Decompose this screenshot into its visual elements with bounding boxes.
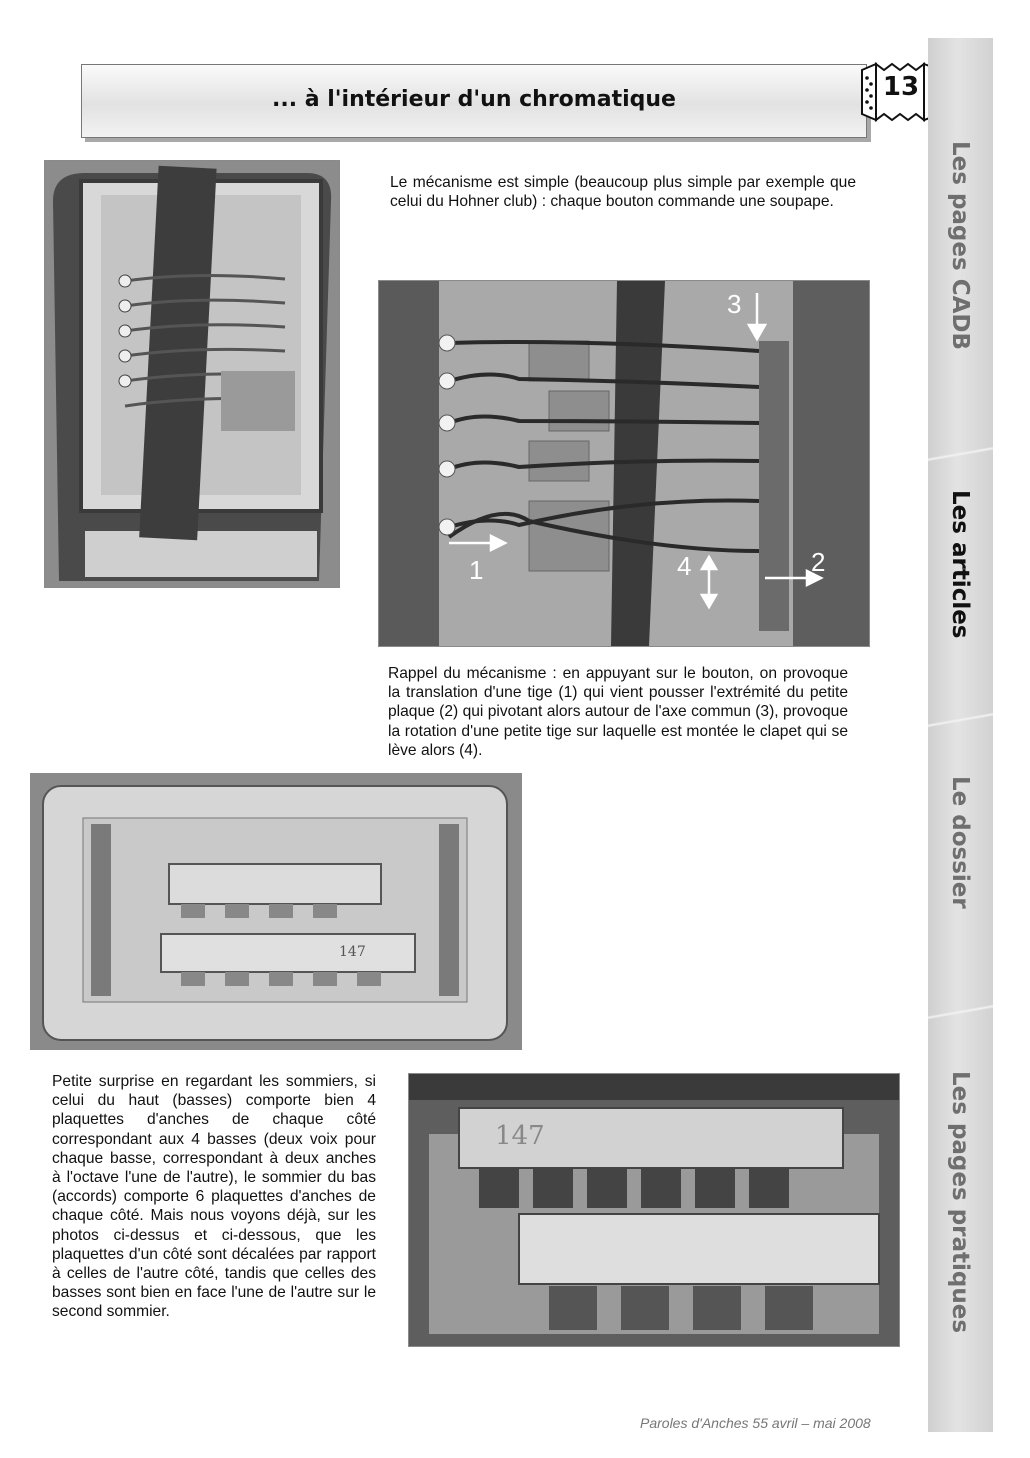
- surprise-paragraph: Petite surprise en regardant les sommiers, si celui du haut (basses) comporte bien 4 plaquettes d'anches de chaque côté correspondant aux 4 basses (deux voix pour chaque basse, correspondant à deux anches à l'octave l'une de l'autre), le sommier du bas (accords) comporte 6 plaquettes d'anches de chaque côté. Mais nous voyons déjà, sur les photos ci-dessus et ci-dessous, que les plaquettes d'un côté sont décalées par rapport à celles de l'autre côté, tandis que celles des basses sont bien en face l'une de l'autre sur le second sommier.: [52, 1073, 376, 1321]
- photo-open-accordion-top: [44, 160, 340, 588]
- article-header: [81, 64, 867, 138]
- box-marking: 147: [339, 944, 366, 960]
- rappel-paragraph: Rappel du mécanisme : en appuyant sur le bouton, on provoque la translation d'une tige (1) qui vient pousser l'extrémité du petite plaque (2) qui pivotant alors autour de l'axe commun (3), provoque la rotation d'une petite tige sur laquelle est montée le clapet qui se lève alors (4).: [388, 665, 848, 759]
- sidebar-divider: [928, 706, 993, 734]
- sidebar-item-dossier[interactable]: Le dossier: [947, 776, 973, 909]
- section-sidebar: [928, 38, 993, 1432]
- page-number: 13: [882, 72, 920, 102]
- sidebar-divider: [928, 440, 993, 468]
- article-title: ... à l'intérieur d'un chromatique: [272, 87, 676, 112]
- reeds-marking: 147: [495, 1121, 545, 1151]
- intro-paragraph: Le mécanisme est simple (beaucoup plus simple par exemple que celui du Hohner club) : chaque bouton commande une soupape.: [390, 174, 856, 211]
- page-footer: Paroles d'Anches 55 avril – mai 2008: [640, 1415, 871, 1431]
- sidebar-item-pages-pratiques[interactable]: Les pages pratiques: [947, 1071, 973, 1334]
- photo-reed-blocks-box: [30, 773, 522, 1050]
- callout-2: 2: [811, 547, 826, 577]
- callout-1: 1: [469, 555, 484, 585]
- sidebar-item-articles[interactable]: Les articles: [947, 490, 973, 639]
- sidebar-item-pages-cadb[interactable]: Les pages CADB: [947, 141, 973, 350]
- callout-4: 4: [677, 551, 692, 581]
- callout-3: 3: [727, 289, 742, 319]
- photo-reed-blocks-closeup: [408, 1073, 900, 1347]
- photo-mechanism-closeup: [378, 280, 870, 647]
- sidebar-divider: [928, 998, 993, 1026]
